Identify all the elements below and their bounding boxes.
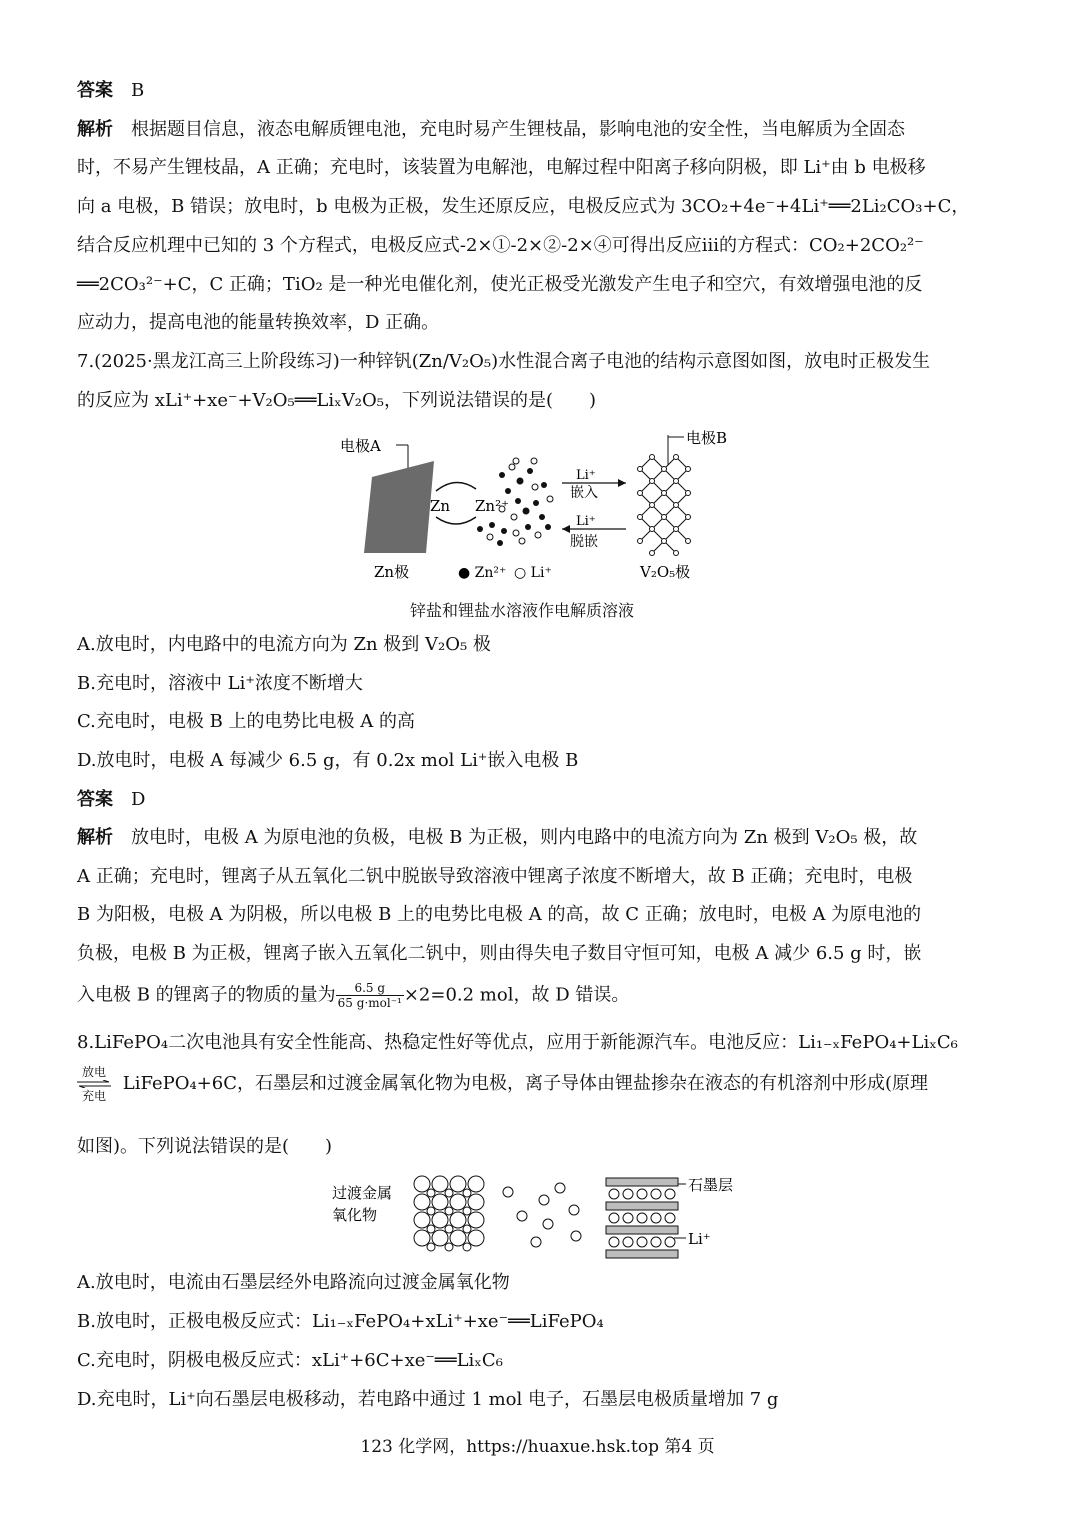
- electrode-a-label: 电极A: [340, 437, 381, 455]
- q6-analysis-line-2: 时，不易产生锂枝晶，A 正确；充电时，该装置为电解池，电解过程中阳离子移向阴极，即 Li⁺由 b 电极移: [77, 157, 926, 178]
- legend-zn: ● Zn²⁺: [458, 565, 507, 581]
- zn2-label: Zn²⁺: [475, 497, 510, 515]
- analysis-label: 解析: [77, 827, 113, 848]
- reversible-arrow: 放电 充电: [77, 1066, 111, 1102]
- fraction: $\frac{6.5 g}{\text{65 g·mol⁻¹}}$: [337, 981, 402, 1010]
- q6-analysis-line-4: 结合反应机理中已知的 3 个方程式，电极反应式-2×①-2×②-2×④可得出反应iii的方程式：CO₂+2CO₂²⁻: [77, 235, 924, 256]
- q6-analysis-line-1: 解析 根据题目信息，液态电解质锂电池，充电时易产生锂枝晶，影响电池的安全性，当电解质为全固态: [77, 119, 905, 140]
- q7-analysis-line-2: A 正确；充电时，锂离子从五氧化二钒中脱嵌导致溶液中锂离子浓度不断增大，故 B 正确；充电时，电极: [77, 866, 913, 887]
- answer-value: D: [131, 789, 146, 810]
- q6-analysis-line-6: 应动力，提高电池的能量转换效率，D 正确。: [77, 312, 440, 333]
- q8-stem-line-1: 8.LiFePO₄二次电池具有安全性能高、热稳定性好等优点，应用于新能源汽车。电池反应：Li₁₋ₓFePO₄+LiₓC₆: [77, 1032, 958, 1053]
- legend-li: ○ Li⁺: [514, 565, 552, 581]
- analysis-label: 解析: [77, 119, 113, 140]
- q7-analysis-line-5: 入电极 B 的锂离子的物质的量为 $\frac{6.5 g}{\text{65 g·mol⁻¹}}$ ×2=0.2 mol，故 D 错误。: [77, 981, 630, 1010]
- q8-stem-line-2: 放电 充电 LiFePO₄+6C，石墨层和过渡金属氧化物为电极，离子导体由锂盐掺杂在液态的有机溶剂中形成(原理: [77, 1066, 928, 1102]
- q8-option-b: B.放电时，正极电极反应式：Li₁₋ₓFePO₄+xLi⁺+xe⁻══LiFePO₄: [77, 1311, 604, 1332]
- oxide-spheres: [414, 1176, 484, 1251]
- q7-analysis-line-3: B 为阳极，电极 A 为阴极，所以电极 B 上的电势比电极 A 的高，故 C 正确；放电时，电极 A 为原电池的: [77, 904, 922, 925]
- equilibrium-arrow-icon: [77, 1080, 111, 1088]
- q7-stem-line-2: 的反应为 xLi⁺+xe⁻+V₂O₅══LiₓV₂O₅，下列说法错误的是( ): [77, 390, 596, 411]
- q6-answer: [77, 78, 144, 104]
- q7-figure-caption: 锌盐和锂盐水溶液作电解质溶液: [410, 601, 635, 620]
- q8-battery-diagram: [330, 1170, 750, 1262]
- page-footer: 123 化学网，https://huaxue.hsk.top 第4 页: [360, 1437, 715, 1457]
- graphite-label: 石墨层: [688, 1176, 734, 1194]
- q7-analysis-line-4: 负极，电极 B 为正极，锂离子嵌入五氧化二钒中，则由得失电子数目守恒可知，电极 A 减少 6.5 g 时，嵌: [77, 943, 922, 964]
- electrode-b-label: 电极B: [686, 429, 728, 447]
- q7-option-c: C.充电时，电极 B 上的电势比电极 A 的高: [77, 711, 415, 732]
- q7-battery-diagram: [330, 425, 750, 595]
- answer-value: B: [131, 80, 145, 101]
- q7-option-d: D.放电时，电极 A 每减少 6.5 g，有 0.2x mol Li⁺嵌入电极 B: [77, 750, 579, 771]
- answer-label: 答案: [77, 80, 113, 101]
- embed-label: 嵌入: [570, 485, 598, 501]
- q8-option-c: C.充电时，阴极电极反应式：xLi⁺+6C+xe⁻══LiₓC₆: [77, 1350, 503, 1371]
- oxide-label-1: 过渡金属: [332, 1184, 393, 1202]
- li-top-label: Li⁺: [576, 468, 596, 483]
- deembed-label: 脱嵌: [570, 534, 598, 550]
- q7-option-b: B.充电时，溶液中 Li⁺浓度不断增大: [77, 673, 363, 694]
- q6-analysis-line-5: ══2CO₃²⁻+C，C 正确；TiO₂ 是一种光电催化剂，使光正极受光激发产生电子和空穴，有效增强电池的反: [77, 274, 923, 295]
- q7-analysis-line-1: 解析 放电时，电极 A 为原电池的负极，电极 B 为正极，则内电路中的电流方向为 Zn 极到 V₂O₅ 极，故: [77, 827, 918, 848]
- zn-label: Zn: [430, 497, 451, 515]
- answer-label: 答案: [77, 789, 113, 810]
- li-ions-free: [503, 1183, 581, 1247]
- q8-option-d: D.充电时，Li⁺向石墨层电极移动，若电路中通过 1 mol 电子，石墨层电极质量增加 7 g: [77, 1389, 779, 1410]
- graphite-layers: [606, 1178, 678, 1258]
- q7-stem-line-1: 7.(2025·黑龙江高三上阶段练习)一种锌钒(Zn/V₂O₅)水性混合离子电池的结构示意图如图，放电时正极发生: [77, 351, 931, 372]
- zn-electrode-plate: [364, 461, 434, 553]
- q7-option-a: A.放电时，内电路中的电流方向为 Zn 极到 V₂O₅ 极: [77, 634, 491, 655]
- zn-pole-label: Zn极: [374, 563, 410, 581]
- v2o5-lattice: [638, 455, 691, 556]
- q8-option-a: A.放电时，电流由石墨层经外电路流向过渡金属氧化物: [77, 1272, 510, 1293]
- q6-analysis-line-3: 向 a 电极，B 错误；放电时，b 电极为正极，发生还原反应，电极反应式为 3CO₂+4e⁻+4Li⁺══2Li₂CO₃+C，: [77, 196, 970, 217]
- v2o5-pole-label: V₂O₅极: [640, 563, 691, 581]
- q8-stem-line-3: 如图)。下列说法错误的是( ): [77, 1136, 333, 1157]
- q7-answer: [77, 787, 145, 813]
- li-bottom-label: Li⁺: [576, 514, 596, 529]
- oxide-label-2: 氧化物: [332, 1206, 378, 1224]
- li-label: Li⁺: [688, 1230, 711, 1248]
